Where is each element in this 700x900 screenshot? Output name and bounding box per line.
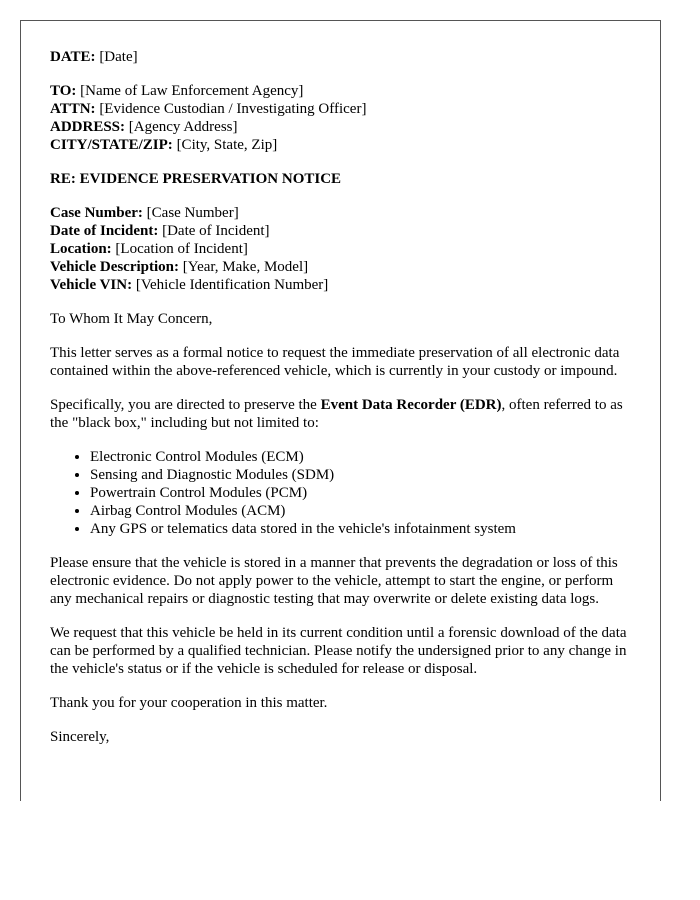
location-label: Location:	[50, 241, 112, 257]
case-number-value: [Case Number]	[142, 205, 239, 221]
vin-label: Vehicle VIN:	[50, 277, 133, 293]
vin-line	[50, 276, 635, 294]
paragraph-edr	[50, 396, 635, 432]
to-value: [Name of Law Enforcement Agency]	[76, 83, 304, 99]
salutation: To Whom It May Concern,	[50, 311, 213, 327]
paragraph-storage: Please ensure that the vehicle is stored in a manner that prevents the degradation or loss of this electronic evidence. Do not apply power to the vehicle, attempt to start the engine, or perform any mechanical repairs or diagnostic testing that may overwrite or delete existing data logs.	[50, 555, 618, 607]
subject-line	[50, 170, 635, 188]
incident-date-label: Date of Incident:	[50, 223, 159, 239]
date-line	[50, 48, 635, 66]
closing: Sincerely,	[50, 729, 110, 745]
list-item: • Sensing and Diagnostic Modules (SDM)	[90, 466, 635, 484]
paragraph-thanks: Thank you for your cooperation in this matter.	[50, 695, 328, 711]
city-line	[50, 136, 635, 154]
attn-label: ATTN:	[50, 101, 96, 117]
paragraph-intro: This letter serves as a formal notice to request the immediate preservation of all electronic data contained within the above-referenced vehicle, which is currently in your custody or impound.	[50, 345, 620, 379]
attn-value: [Evidence Custodian / Investigating Officer]	[95, 101, 367, 117]
paragraph-hold: We request that this vehicle be held in its current condition until a forensic download of the data can be performed by a qualified technician. Please notify the undersigned prior to any change in the vehicle's status or if the vehicle is scheduled for release or disposal.	[50, 625, 627, 677]
list-item: • Powertrain Control Modules (PCM)	[90, 484, 635, 502]
location-value: [Location of Incident]	[111, 241, 248, 257]
edr-text-after: , often referred to as the "black box," including but not limited to:	[50, 397, 623, 431]
case-block	[50, 204, 635, 294]
city-value: [City, State, Zip]	[172, 137, 278, 153]
vin-value: [Vehicle Identification Number]	[132, 277, 329, 293]
subject-text: RE: EVIDENCE PRESERVATION NOTICE	[50, 171, 342, 187]
incident-date-value: [Date of Incident]	[158, 223, 270, 239]
location-line	[50, 240, 635, 258]
list-item: • Airbag Control Modules (ACM)	[90, 502, 635, 520]
date-value: [Date]	[95, 49, 138, 65]
letter-page	[20, 20, 661, 801]
vehicle-desc-label: Vehicle Description:	[50, 259, 180, 275]
date-label: DATE:	[50, 49, 96, 65]
incident-date-line	[50, 222, 635, 240]
address-line	[50, 118, 635, 136]
address-value: [Agency Address]	[125, 119, 238, 135]
letter-content	[50, 48, 635, 746]
recipient-block	[50, 82, 635, 154]
city-label: CITY/STATE/ZIP:	[50, 137, 173, 153]
address-label: ADDRESS:	[50, 119, 126, 135]
vehicle-desc-value: [Year, Make, Model]	[179, 259, 309, 275]
vehicle-desc-line	[50, 258, 635, 276]
attn-line	[50, 100, 635, 118]
edr-text-before: Specifically, you are directed to preserve the	[50, 397, 321, 413]
case-number-line	[50, 204, 635, 222]
module-list	[50, 448, 635, 538]
to-label: TO:	[50, 83, 77, 99]
to-line	[50, 82, 635, 100]
edr-text-bold: Event Data Recorder (EDR)	[320, 397, 502, 413]
list-item: • Electronic Control Modules (ECM)	[90, 448, 635, 466]
list-item: • Any GPS or telematics data stored in the vehicle's infotainment system	[90, 520, 635, 538]
case-number-label: Case Number:	[50, 205, 143, 221]
